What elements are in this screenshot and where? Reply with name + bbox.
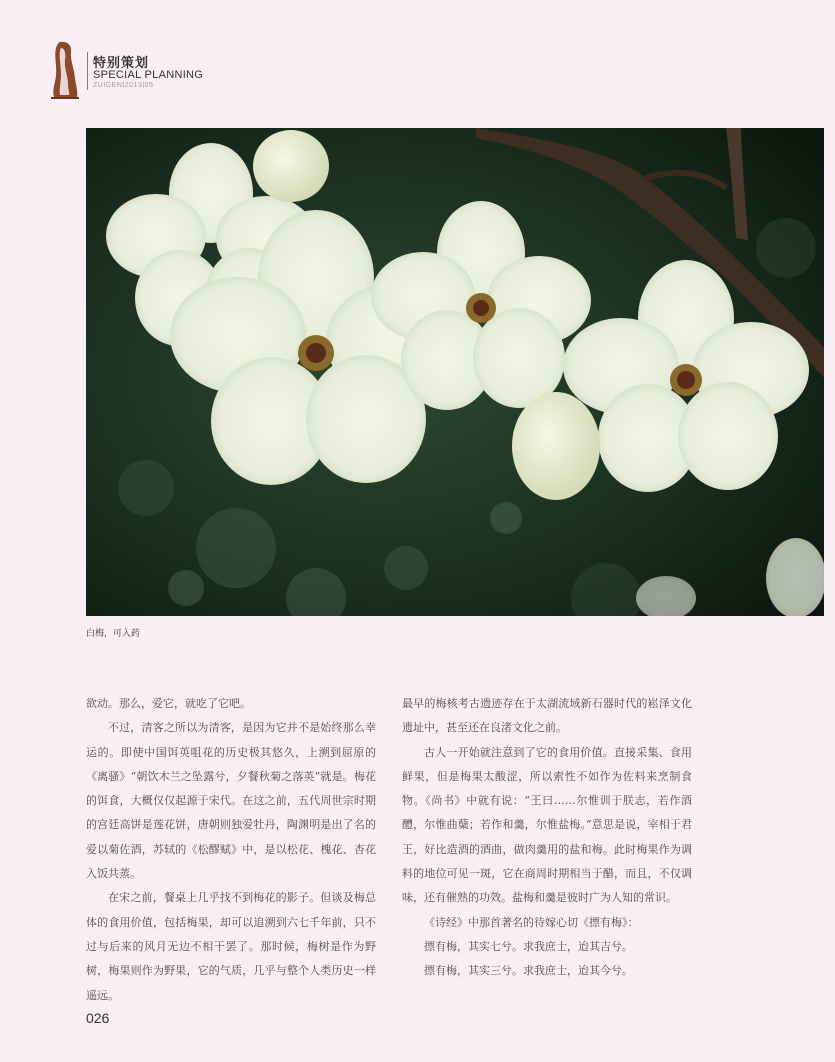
plum-blossom-photo [86, 128, 824, 616]
section-subtitle: SPECIAL PLANNING [93, 69, 204, 81]
paragraph: 欲动。那么，爱它，就吃了它吧。 [86, 697, 251, 710]
paragraph: 在宋之前，餐桌上几乎找不到梅花的影子。但谈及梅总体的食用价值，包括梅果，却可以追溯到六七千年前，只不过与后来的风月无边不相干罢了。那时候，梅树是作为野树，梅果则作为野果，它的气质，几乎与整个人类历史一样遥远。 [86, 891, 376, 1002]
photo-caption: 白梅，可入药 [86, 629, 141, 639]
article-column-left [86, 692, 376, 1008]
section-title: 特别策划 [93, 56, 150, 71]
paragraph: 古人一开始就注意到了它的食用价值。直接采集、食用鲜果，但是梅果太酸涩，所以索性不如作为佐料来烹制食物。《尚书》中就有说：“王曰……尔惟训于朕志，若作酒醴，尔惟曲蘖；若作和羹，尔惟盐梅。”意思是说，宰相于君王，好比造酒的酒曲，做肉羹用的盐和梅。此时梅果作为调料的地位可见一斑，它在商周时期相当于醋，而且，不仅调味，还有催熟的功效。盐梅和羹是彼时广为人知的常识。 [402, 745, 692, 905]
paragraph: 最早的梅核考古遗迹存在于太湖流域新石器时代的崧泽文化遗址中，甚至还在良渚文化之前。 [402, 697, 692, 735]
issue-label: ZUIGEN|2013|05 [93, 82, 154, 89]
paragraph: 《诗经》中那首著名的待嫁心切《摽有梅》： [424, 915, 639, 929]
article-column-right [402, 692, 692, 984]
logo-icon [46, 40, 80, 100]
poem-line: 摽有梅，其实三兮。求我庶士，迨其今兮。 [424, 964, 633, 978]
poem-line: 摽有梅，其实七兮。求我庶士，迨其吉兮。 [424, 939, 633, 953]
paragraph: 不过，清客之所以为清客，是因为它并不是始终那么幸运的。即使中国饵英咀花的历史极其悠久，上溯到屈原的《离骚》“朝饮木兰之坠露兮，夕餐秋菊之落英”就是。梅花的饵食，大概仅仅起源于宋代。在这之前，五代周世宗时期的宫廷高饼是莲花饼，唐朝则独爱牡丹，陶渊明是出了名的爱以菊佐酒，苏轼的《松醪赋》中，是以松花、槐花、杏花入饭共蒸。 [86, 721, 376, 881]
page-number: 026 [86, 1010, 110, 1026]
header-divider [87, 52, 88, 90]
